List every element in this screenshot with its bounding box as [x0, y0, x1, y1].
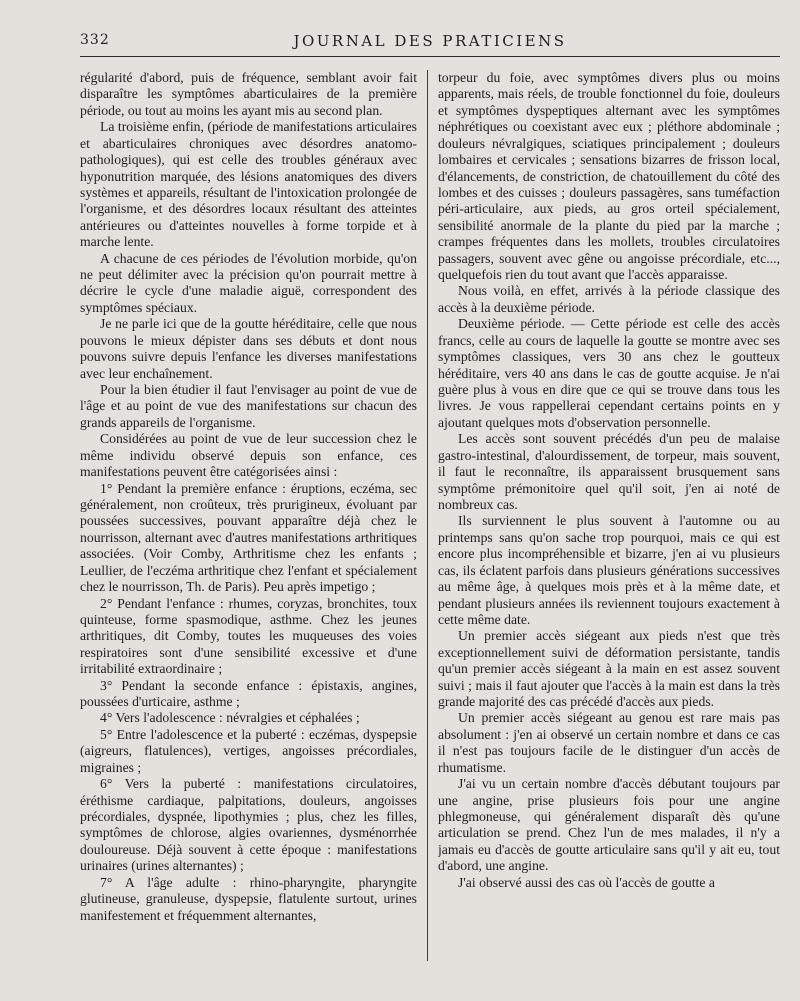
- paragraph: Je ne parle ici que de la goutte héréditaire, celle que nous pouvons le mieux dépister dans ses débuts et dont nous pouvons suivre depuis l'enfance les diverses manifestations avec leur enchaînement.: [80, 316, 417, 381]
- paragraph: Un premier accès siégeant au genou est rare mais pas absolument : j'en ai observé un certain nombre et dans ce cas il n'est pas toujours facile de le distinguer d'un accès de rhumatisme.: [438, 710, 780, 775]
- paragraph: La troisième enfin, (période de manifestations articulaires et abarticulaires chroniques avec désordres anatomo-pathologiques), qui est celle des troubles généraux avec hyponutrition marquée, des lésions anatomiques des divers systèmes et appareils, résultant de l'intoxication prolongée de l'organisme, et des désordres locaux résultant des atteintes antérieures ou d'atteintes nouvelles à forme torpide et à marche lente.: [80, 119, 417, 250]
- paragraph: 6° Vers la puberté : manifestations circulatoires, éréthisme cardiaque, palpitations, douleurs, angoisses précordiales, dyspnée, lipothymies ; plus, chez les filles, symptômes de chlorose, algies ovariennes, dysménorrhée douloureuse. Déjà souvent à cette époque : manifestations urinaires (urines alternantes) ;: [80, 776, 417, 874]
- paragraph: J'ai vu un certain nombre d'accès débutant toujours par une angine, prise plusieurs fois pour une angine phlegmoneuse, qui généralement disparaît dès qu'une articulation se prend. Chez l'un de mes malades, il n'y a jamais eu d'accès de goutte articulaire sans qu'il y ait eu, tout d'abord, une angine.: [438, 776, 780, 874]
- paragraph: 1° Pendant la première enfance : éruptions, eczéma, sec généralement, non croûteux, très prurigineux, évoluant par poussées successives, pouvant apparaître déjà chez le nourrisson, alternant avec d'autres manifestations arthritiques associées. (Voir Comby, Arthritisme chez les enfants ; Leullier, de l'eczéma arthritique chez l'enfant et spécialement chez le nourrisson, Th. de Paris). Peu après impetigo ;: [80, 480, 417, 595]
- paragraph: Pour la bien étudier il faut l'envisager au point de vue de l'âge et au point de vue des manifestations sur chacun des grands appareils de l'organisme.: [80, 382, 417, 430]
- left-column: [80, 70, 417, 1001]
- paragraph: Les accès sont souvent précédés d'un peu de malaise gastro-intestinal, d'alourdissement, de torpeur, mais souvent, il faut le reconnaître, ils apparaissent brusquement sans symptôme prémonitoire quel qu'il soit, j'en ai noté de nombreux cas.: [438, 431, 780, 512]
- paragraph: 3° Pendant la seconde enfance : épistaxis, angines, poussées d'urticaire, asthme ;: [80, 677, 417, 710]
- paragraph: 7° A l'âge adulte : rhino-pharyngite, pharyngite glutineuse, granuleuse, dyspepsie, flatulente surtout, urines manifestement et fréquemment alternantes,: [80, 874, 417, 923]
- paragraph: 2° Pendant l'enfance : rhumes, coryzas, bronchites, toux quinteuse, forme spasmodique, asthme. Chez les jeunes arthritiques, dit Comby, toutes les muqueuses des voies respiratoires sont d'une sensibilité excessive et d'une irritabilité extraordinaire ;: [80, 595, 417, 677]
- paragraph: régularité d'abord, puis de fréquence, semblant avoir fait disparaître les symptômes abarticulaires de la première période, ou tout au moins les ayant mis au second plan.: [80, 70, 417, 118]
- right-column: [438, 70, 780, 1001]
- paragraph: 5° Entre l'adolescence et la puberté : eczémas, dyspepsie (aigreurs, flatulences), vertiges, angoisses précordiales, migraines ;: [80, 726, 417, 775]
- journal-title: JOURNAL DES PRATICIENS: [293, 32, 567, 50]
- column-divider: [427, 70, 428, 961]
- paragraph: Un premier accès siégeant aux pieds n'est que très exceptionnellement suivi de déformation persistante, tandis qu'un premier accès siégeant à la main en est assez souvent suivi ; mais il faut ajouter que l'accès à la main est dans la très grande majorité des cas précédé d'accès aux pieds.: [438, 628, 780, 710]
- paragraph: Considérées au point de vue de leur succession chez le même individu observé depuis son enfance, ces manifestations peuvent être catégorisées ainsi :: [80, 431, 417, 480]
- paragraph: A chacune de ces périodes de l'évolution morbide, qu'on ne peut délimiter avec la précision qu'on pourrait mettre à décrire le cycle d'une maladie aiguë, correspondent des symptômes spéciaux.: [80, 250, 417, 315]
- paragraph: J'ai observé aussi des cas où l'accès de goutte a: [458, 874, 715, 890]
- paragraph: Deuxième période. — Cette période est celle des accès francs, celle au cours de laquelle la goutte se montre avec ses symptômes classiques, vers 30 ans chez le goutteux héréditaire, vers 40 ans dans le cas de goutte acquise. Je n'ai guère plus à vous en dire que ce qui se trouve dans tous les livres. Je vous rappellerai cependant certains points en y ajoutant quelques mots d'observation personnelle.: [438, 316, 780, 430]
- paragraph: torpeur du foie, avec symptômes divers plus ou moins apparents, mais réels, de trouble fonctionnel du foie, douleurs et symptômes dyspeptiques alternant avec les symptômes néphrétiques ou coexistant avec eux ; pléthore abdominale ; douleurs névralgiques, sciatiques principalement ; douleurs lombaires et cervicales ; sensations bizarres de frisson local, d'élancements, de constriction, de chatouillement du côté des lombes et des cuisses ; douleurs passagères, sans tuméfaction péri-articulaire, aux pieds, au gros orteil spécialement, sensibilité anormale de la plante du pied par la marche ; crampes fréquentes dans les mollets, troubles circulatoires passagers, souvent avec gêne ou angoisse précordiale, etc..., quelquefois rien du tout avant que l'accès apparaisse.: [438, 70, 780, 283]
- paragraph: Ils surviennent le plus souvent à l'automne ou au printemps sans qu'on sache trop pourquoi, mais ce qui est encore plus incompréhensible et bizarre, j'en ai vu plusieurs cas, ils éclatent parfois dans plusieurs générations successives au même âge, à quelques mois près et à la même date, et pendant plusieurs années ils reviennent toujours exactement à cette même date.: [438, 513, 780, 627]
- page-header: [80, 30, 780, 57]
- page-number: 332: [80, 32, 110, 48]
- paragraph: Nous voilà, en effet, arrivés à la période classique des accès à la deuxième période.: [438, 283, 780, 315]
- paragraph: 4° Vers l'adolescence : névralgies et céphalées ;: [100, 710, 360, 726]
